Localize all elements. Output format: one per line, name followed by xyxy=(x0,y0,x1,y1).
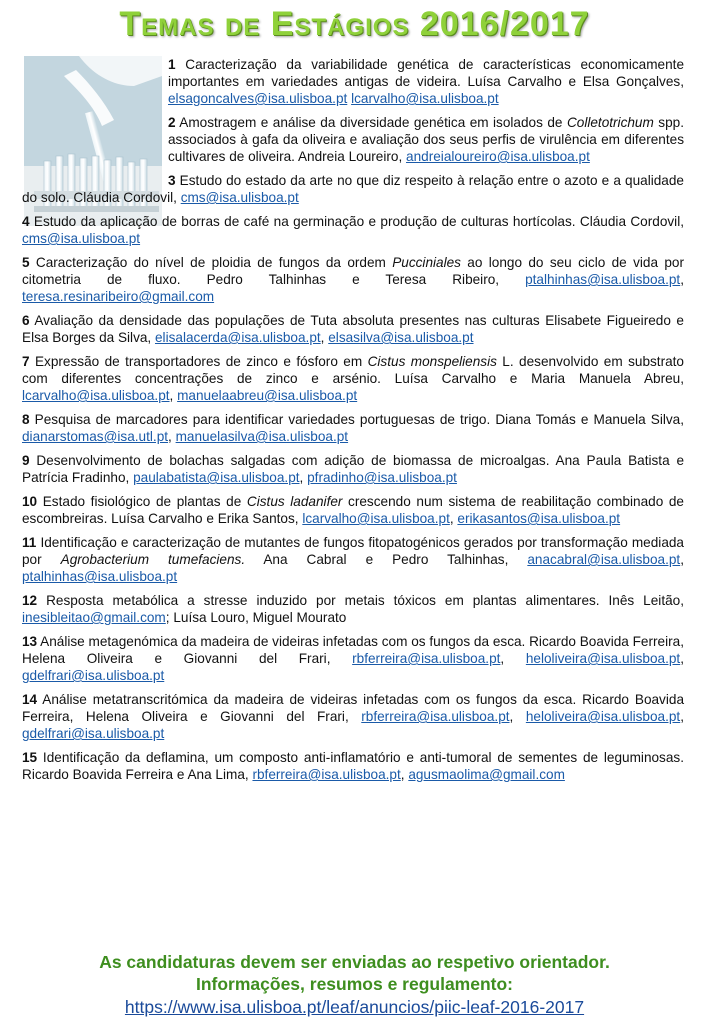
topic-text: Análise metatranscritómica da madeira de videiras infetadas com os fungos da esca. Ricardo Boavida Ferreira, Helena Oliveira e Giovanni del Frari, xyxy=(22,692,684,724)
topic-text: , xyxy=(320,330,329,345)
topic-text: Estudo da aplicação de borras de café na germinação e produção de culturas hortícolas. Cláudia Cordovil, xyxy=(29,214,684,229)
topic-number: 9 xyxy=(22,453,30,468)
email-link[interactable]: elisalacerda@isa.ulisboa.pt xyxy=(154,330,321,345)
email-link[interactable]: ptalhinhas@isa.ulisboa.pt xyxy=(22,569,178,584)
footer-url-link[interactable]: https://www.isa.ulisboa.pt/leaf/anuncios/piic-leaf-2016-2017 xyxy=(124,997,585,1017)
internship-topics-list xyxy=(22,56,684,790)
topic-number: 15 xyxy=(22,750,38,765)
topic-text: Identificação e caracterização de mutantes de fungos fitopatogénicos gerados por transformação mediada por xyxy=(22,535,684,567)
topic-number: 7 xyxy=(22,354,30,369)
topic-text: Ana Cabral e Pedro Talhinhas, xyxy=(245,552,528,567)
topic-number: 5 xyxy=(22,255,30,270)
email-link[interactable]: paulabatista@isa.ulisboa.pt xyxy=(133,470,300,485)
topic-text: , xyxy=(680,651,684,666)
topic-text: spp. associados à gafa da oliveira e avaliação dos seus perfis de virulência em diferentes cultivares de oliveira. Andreia Loureiro, xyxy=(168,115,684,164)
topic-number: 11 xyxy=(22,535,37,550)
topic-text: , xyxy=(509,709,526,724)
topic-text: Avaliação da densidade das populações de Tuta absoluta presentes nas culturas Elisabete Figueiredo e Elsa Borges da Silva, xyxy=(22,313,684,345)
footer-application-note: As candidaturas devem ser enviadas ao respetivo orientador. xyxy=(99,952,610,972)
topic-item-2 xyxy=(22,114,684,165)
topic-text: Caracterização do nível de ploidia de fungos da ordem xyxy=(29,255,393,270)
topic-number: 14 xyxy=(22,692,38,707)
topic-text: , xyxy=(400,767,409,782)
topic-text: , xyxy=(299,470,308,485)
topic-item-7 xyxy=(22,353,684,404)
topic-text: , xyxy=(169,388,178,403)
topic-text: Pesquisa de marcadores para identificar variedades portuguesas de trigo. Diana Tomás e Manuela Silva, xyxy=(29,412,684,427)
email-link[interactable]: lcarvalho@isa.ulisboa.pt xyxy=(22,388,170,403)
topic-text: , xyxy=(680,709,684,724)
email-link[interactable]: pfradinho@isa.ulisboa.pt xyxy=(307,470,457,485)
email-link[interactable]: dianarstomas@isa.utl.pt xyxy=(22,429,169,444)
email-link[interactable]: erikasantos@isa.ulisboa.pt xyxy=(457,511,621,526)
topic-item-15 xyxy=(22,749,684,783)
email-link[interactable]: gdelfrari@isa.ulisboa.pt xyxy=(22,668,165,683)
email-link[interactable]: agusmaolima@gmail.com xyxy=(408,767,565,782)
topic-text: , xyxy=(680,552,684,567)
topic-number: 8 xyxy=(22,412,30,427)
topic-number: 3 xyxy=(168,173,176,188)
footer-url xyxy=(0,996,709,1018)
topic-number: 12 xyxy=(22,593,38,608)
topic-item-13 xyxy=(22,633,684,684)
topic-text: L. desenvolvido em substrato com diferentes concentrações de zinco e arsénio. Luísa Carvalho e Maria Manuela Abreu, xyxy=(22,354,684,386)
topic-text: Resposta metabólica a stresse induzido por metais tóxicos em plantas alimentares. Inês Leitão, xyxy=(37,593,684,608)
topic-text: , xyxy=(449,511,458,526)
topic-text: Expressão de transportadores de zinco e fósforo em xyxy=(29,354,368,369)
email-link[interactable]: cms@isa.ulisboa.pt xyxy=(22,231,141,246)
email-link[interactable]: heloliveira@isa.ulisboa.pt xyxy=(525,709,681,724)
topic-item-5 xyxy=(22,254,684,305)
topic-text: ; Luísa Louro, Miguel Mourato xyxy=(165,610,347,625)
topic-text: Caracterização da variabilidade genética de características economicamente importantes em variedades antigas de videira. Luísa Carvalho e Elsa Gonçalves, xyxy=(168,57,684,89)
email-link[interactable]: ptalhinhas@isa.ulisboa.pt xyxy=(525,272,681,287)
topic-item-8 xyxy=(22,411,684,445)
species-name: Cistus ladanifer xyxy=(246,494,343,509)
topic-text: Análise metagenómica da madeira de videiras infetadas com os fungos da esca. Ricardo Boavida Ferreira, Helena Oliveira e Giovanni del Frari, xyxy=(22,634,684,666)
topic-item-1 xyxy=(22,56,684,107)
topic-item-10 xyxy=(22,493,684,527)
species-name: Pucciniales xyxy=(392,255,461,270)
footer-info-note: Informações, resumos e regulamento: xyxy=(195,974,514,994)
email-link[interactable]: teresa.resinaribeiro@gmail.com xyxy=(22,289,215,304)
email-link[interactable]: inesibleitao@gmail.com xyxy=(22,610,166,625)
topic-number: 10 xyxy=(22,494,38,509)
email-link[interactable]: rbferreira@isa.ulisboa.pt xyxy=(361,709,510,724)
topic-item-6 xyxy=(22,312,684,346)
topic-number: 1 xyxy=(168,57,176,72)
topic-text: Amostragem e análise da diversidade genética em isolados de xyxy=(175,115,567,130)
topic-text: ao longo do seu ciclo de vida por citometria de fluxo. Pedro Talhinhas e Teresa Ribeiro, xyxy=(22,255,684,287)
topic-item-14 xyxy=(22,691,684,742)
email-link[interactable]: elsagoncalves@isa.ulisboa.pt xyxy=(168,91,348,106)
topic-text: Identificação da deflamina, um composto anti-inflamatório e anti-tumoral de sementes de leguminosas. Ricardo Boavida Ferreira e Ana Lima, xyxy=(22,750,684,782)
topic-text: , xyxy=(500,651,526,666)
species-name: Agrobacterium tumefaciens. xyxy=(60,552,246,567)
species-name: Colletotrichum xyxy=(566,115,654,130)
topic-text: Estado fisiológico de plantas de xyxy=(37,494,247,509)
page-title: Temas de Estágios 2016/2017 xyxy=(119,5,590,43)
email-link[interactable]: rbferreira@isa.ulisboa.pt xyxy=(352,651,501,666)
email-link[interactable]: lcarvalho@isa.ulisboa.pt xyxy=(351,91,499,106)
topic-item-4 xyxy=(22,213,684,247)
topic-text: , xyxy=(168,429,176,444)
topic-text: , xyxy=(680,272,684,287)
topic-item-12 xyxy=(22,592,684,626)
species-name: Cistus monspeliensis xyxy=(367,354,497,369)
email-link[interactable]: rbferreira@isa.ulisboa.pt xyxy=(252,767,401,782)
email-link[interactable]: elsasilva@isa.ulisboa.pt xyxy=(328,330,474,345)
email-link[interactable]: gdelfrari@isa.ulisboa.pt xyxy=(22,726,165,741)
topic-text: Desenvolvimento de bolachas salgadas com adição de biomassa de microalgas. Ana Paula Batista e Patrícia Fradinho, xyxy=(22,453,684,485)
email-link[interactable]: heloliveira@isa.ulisboa.pt xyxy=(525,651,681,666)
topic-item-3 xyxy=(22,172,684,206)
email-link[interactable]: cms@isa.ulisboa.pt xyxy=(180,190,299,205)
email-link[interactable]: manuelaabreu@isa.ulisboa.pt xyxy=(177,388,358,403)
topic-text: Estudo do estado da arte no que diz respeito à relação entre o azoto e a qualidade do solo. Cláudia Cordovil, xyxy=(22,173,684,205)
topic-item-11 xyxy=(22,534,684,585)
email-link[interactable]: anacabral@isa.ulisboa.pt xyxy=(527,552,681,567)
email-link[interactable]: andreialoureiro@isa.ulisboa.pt xyxy=(406,149,590,164)
topic-number: 4 xyxy=(22,214,30,229)
topic-number: 6 xyxy=(22,313,30,328)
topic-number: 13 xyxy=(22,634,38,649)
email-link[interactable]: lcarvalho@isa.ulisboa.pt xyxy=(302,511,450,526)
topic-text: crescendo num sistema de reabilitação combinado de escombreiras. Luísa Carvalho e Erika Santos, xyxy=(22,494,684,526)
email-link[interactable]: manuelasilva@isa.ulisboa.pt xyxy=(175,429,349,444)
topic-item-9 xyxy=(22,452,684,486)
topic-number: 2 xyxy=(168,115,176,130)
